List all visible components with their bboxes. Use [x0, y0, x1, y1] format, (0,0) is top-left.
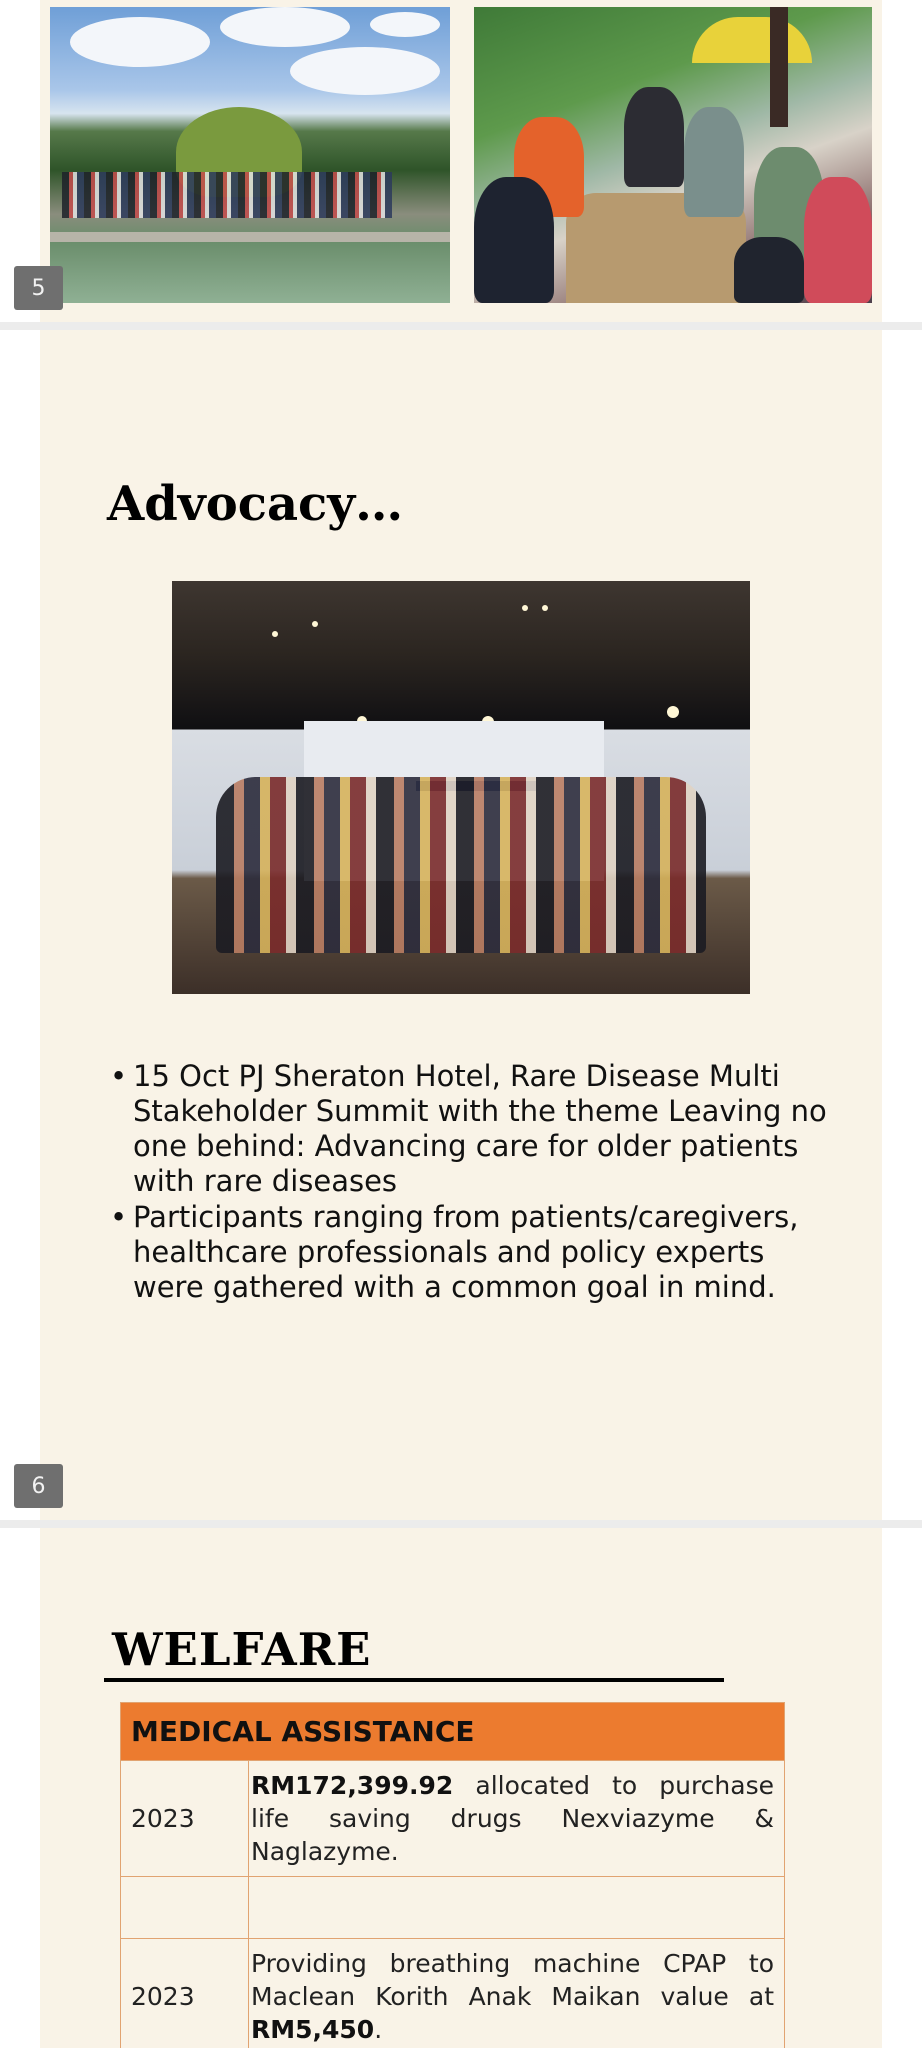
bullet-dot: •	[110, 1200, 128, 1234]
row-suffix: .	[374, 2015, 383, 2044]
slide-divider	[0, 1520, 922, 1528]
photo-group-picnic	[474, 7, 872, 303]
row-amount: RM172,399.92	[251, 1771, 454, 1800]
row-year	[121, 1877, 249, 1939]
table-row	[121, 1939, 785, 2048]
medical-assistance-table	[120, 1702, 785, 2048]
slide-7	[40, 1528, 882, 2048]
slide-number-badge: 6	[14, 1464, 63, 1508]
row-text: Providing breathing machine CPAP to Maclean Korith Anak Maikan value at	[251, 1949, 774, 2011]
slide-6	[40, 330, 882, 1520]
photo-summit-group	[172, 581, 750, 994]
row-amount: RM5,450	[251, 2015, 375, 2044]
row-text: allocated to purchase life saving drugs Nexviazyme & Naglazyme.	[251, 1771, 774, 1866]
photo-group-by-pond	[50, 7, 450, 303]
slide-5	[40, 0, 882, 322]
bullet-item	[110, 1059, 830, 1199]
bullet-dot: •	[110, 1059, 128, 1093]
row-description	[249, 1761, 785, 1877]
heading-underline	[104, 1678, 724, 1682]
slide-divider	[0, 322, 922, 330]
slide-heading: Advocacy…	[107, 476, 404, 532]
row-year: 2023	[121, 1939, 249, 2048]
bullet-list	[110, 1059, 830, 1306]
bullet-text: Participants ranging from patients/caregivers, healthcare professionals and policy experts were gathered with a common goal in mind.	[133, 1200, 799, 1304]
table-row-empty	[121, 1877, 785, 1939]
row-description	[249, 1877, 785, 1939]
row-year: 2023	[121, 1761, 249, 1877]
slide-heading: WELFARE	[112, 1623, 372, 1676]
row-description	[249, 1939, 785, 2048]
table-header: MEDICAL ASSISTANCE	[121, 1703, 785, 1761]
table-row	[121, 1761, 785, 1877]
slide-number-badge: 5	[14, 266, 63, 310]
bullet-text: 15 Oct PJ Sheraton Hotel, Rare Disease Multi Stakeholder Summit with the theme Leaving no one behind: Advancing care for older patients with rare diseases	[133, 1059, 827, 1198]
bullet-item	[110, 1200, 830, 1305]
